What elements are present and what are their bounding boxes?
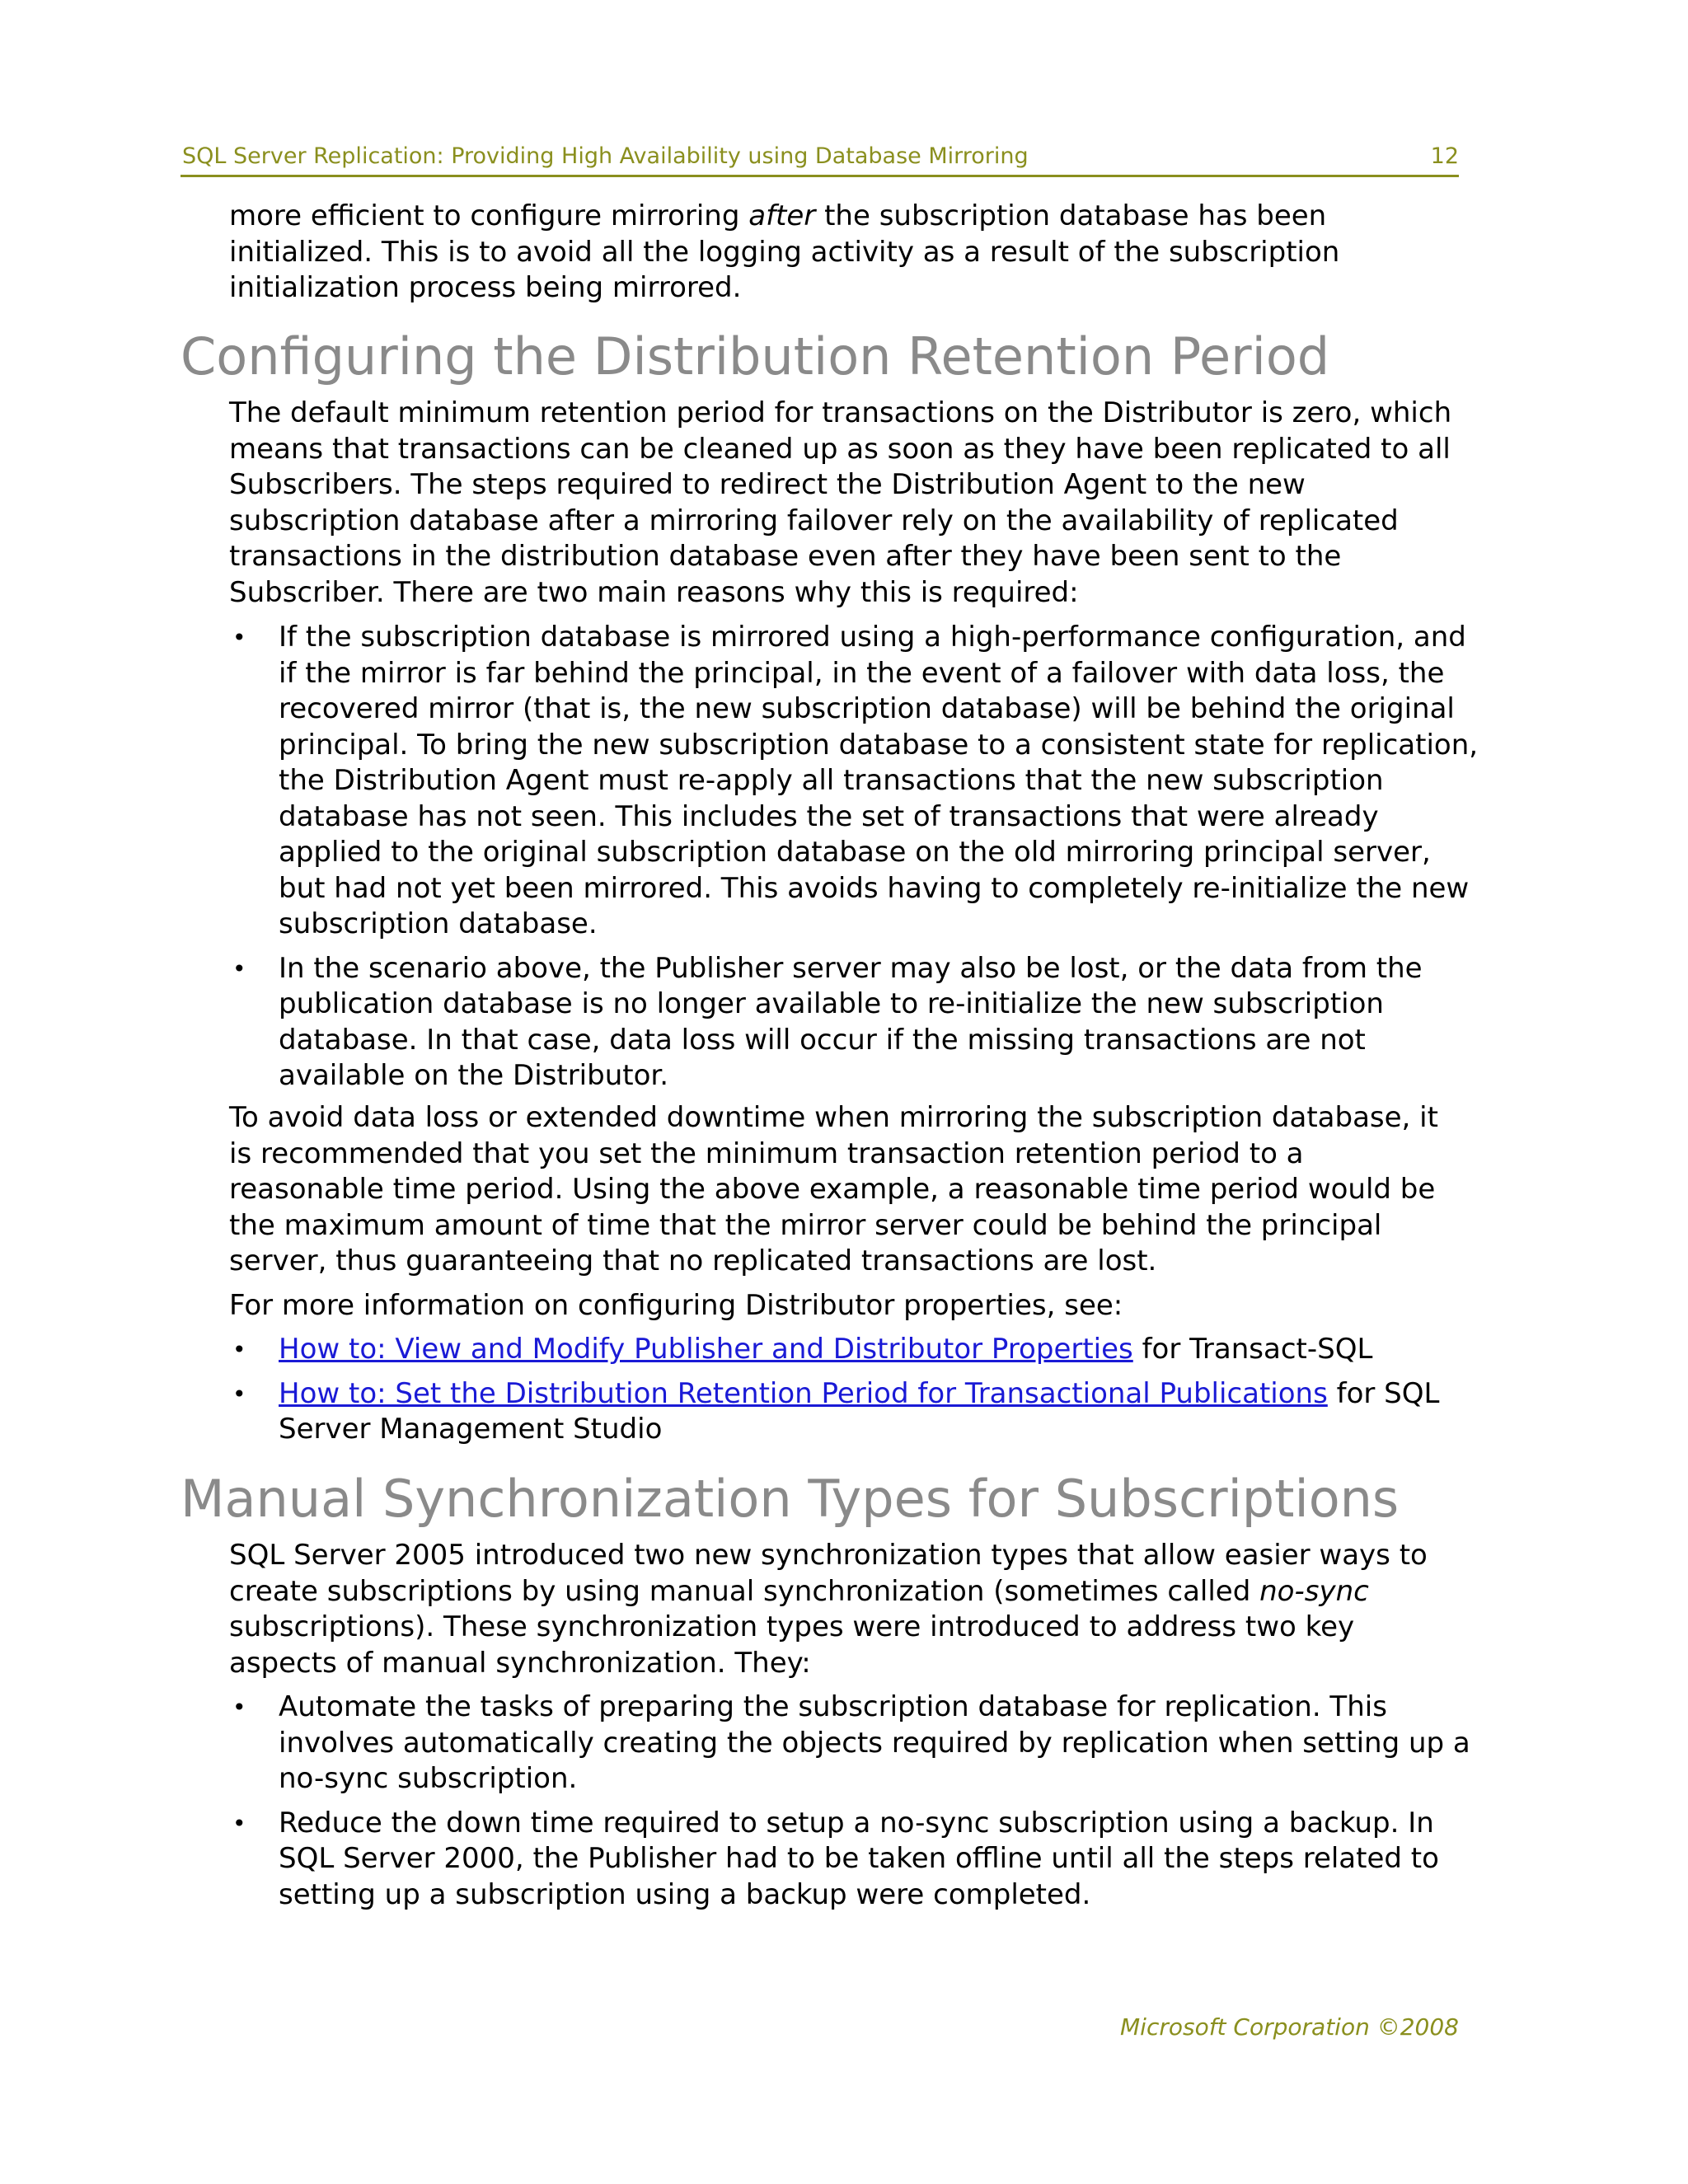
- bullet-icon: •: [232, 1809, 246, 1837]
- list-item: [229, 1806, 1482, 1914]
- intro-text-start: more efficient to configure mirroring: [229, 199, 749, 232]
- bullet-icon: •: [232, 624, 246, 651]
- list-item-text: Reduce the down time required to setup a no-sync subscription using a backup. In SQL Server 2000, the Publisher had to be taken offline until all the steps related to setting up a subscription using a backup were completed.: [279, 1806, 1439, 1911]
- list-item: [229, 620, 1482, 943]
- distributor-links-list: [229, 1332, 1482, 1448]
- intro-paragraph: [229, 199, 1465, 307]
- retention-paragraph-3: For more information on configuring Distributor properties, see:: [229, 1289, 1123, 1322]
- list-item-text: Automate the tasks of preparing the subscription database for replication. This involves automatically creating the objects required by replication when setting up a no-sync subscription.: [279, 1690, 1470, 1795]
- retention-paragraph-2: To avoid data loss or extended downtime when mirroring the subscription database, it is recommended that you set the minimum transaction retention period to a reasonable time period. Using the above example, a reasonable time period would be the maximum amount of time that the mirror server could be behind the principal server, thus guaranteeing that no replicated transactions are lost.: [229, 1101, 1438, 1277]
- link-suffix: for SQL Server Management Studio: [279, 1376, 1440, 1446]
- manual-sync-text-start: SQL Server 2005 introduced two new synchronization types that allow easier ways to create subscriptions by using manual synchronization (sometimes called: [229, 1539, 1428, 1608]
- bullet-icon: •: [232, 1380, 246, 1408]
- section-heading-manual-sync: Manual Synchronization Types for Subscriptions: [181, 1469, 1400, 1529]
- bullet-icon: •: [232, 1336, 246, 1363]
- header-title: SQL Server Replication: Providing High Availability using Database Mirroring: [182, 143, 1029, 169]
- bullet-icon: •: [232, 954, 246, 982]
- retention-reasons-list: [229, 620, 1482, 1094]
- link-suffix: for Transact-SQL: [1132, 1333, 1373, 1366]
- link-set-retention-period[interactable]: How to: Set the Distribution Retention Period for Transactional Publications: [279, 1376, 1328, 1410]
- list-item-text: In the scenario above, the Publisher server may also be lost, or the data from the publication database is no longer available to re-initialize the new subscription database. In that case, data loss will occur if the missing transactions are not available on the Distributor.: [279, 951, 1423, 1092]
- list-item-text: If the subscription database is mirrored using a high-performance configuration, and if the mirror is far behind the principal, in the event of a failover with data loss, the recovered mirror (that is, the new subscription database) will be behind the original principal. To bring the new subscription database to a consistent state for replication, the Distribution Agent must re-apply all transactions that the new subscription database has not seen. This includes the set of transactions that were already applied to the original subscription database on the old mirroring principal server, but had not yet been mirrored. This avoids having to completely re-initialize the new subscription database.: [279, 621, 1479, 940]
- intro-text-end: the subscription database has been initialized. This is to avoid all the logging activity as a result of the subscription initialization process being mirrored.: [229, 199, 1340, 304]
- page-number: 12: [1430, 143, 1459, 169]
- manual-sync-list: [229, 1690, 1482, 1913]
- retention-paragraph-1: The default minimum retention period for transactions on the Distributor is zero, which means that transactions can be cleaned up as soon as they have been replicated to all Subscribers. The steps required to redirect the Distribution Agent to the new subscription database after a mirroring failover rely on the availability of replicated transactions in the distribution database even after they have been sent to the Subscriber. There are two main reasons why this is required:: [229, 396, 1452, 609]
- list-item: [229, 951, 1482, 1094]
- manual-sync-italic: no-sync: [1259, 1574, 1369, 1608]
- bullet-icon: •: [232, 1694, 246, 1721]
- page-footer: Microsoft Corporation ©2008: [1120, 2013, 1459, 2041]
- section-heading-retention: Configuring the Distribution Retention Period: [181, 326, 1330, 387]
- list-item: [229, 1376, 1482, 1448]
- list-item: [229, 1690, 1482, 1797]
- page-header: [181, 142, 1459, 177]
- manual-sync-text-end: subscriptions). These synchronization types were introduced to address two key aspects of manual synchronization. They:: [229, 1610, 1355, 1680]
- list-item: [229, 1332, 1482, 1368]
- link-view-modify-properties[interactable]: How to: View and Modify Publisher and Distributor Properties: [279, 1333, 1133, 1366]
- manual-sync-paragraph: [229, 1538, 1465, 1681]
- intro-italic: after: [748, 199, 816, 232]
